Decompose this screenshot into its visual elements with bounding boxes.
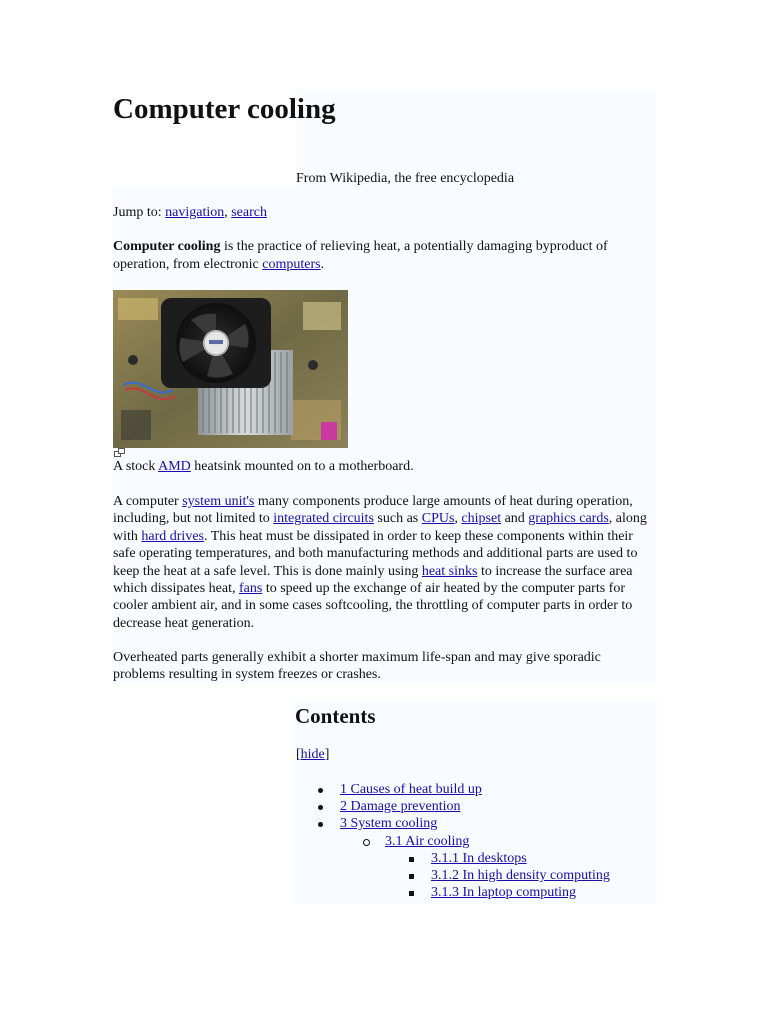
jump-to-separator: ,	[224, 205, 228, 220]
jump-to-links	[113, 204, 267, 222]
body-paragraph-1	[113, 493, 653, 632]
fans-link[interactable]: fans	[238, 581, 263, 597]
hard-drives-link[interactable]: hard drives	[141, 528, 204, 544]
toc-item-system-cooling[interactable]: 3 System cooling	[340, 816, 438, 831]
para1-text: A computer	[113, 494, 183, 509]
toc-title: Contents	[295, 704, 376, 728]
para1-text: , along with	[113, 511, 647, 544]
graphics-cards-link[interactable]: graphics cards	[528, 511, 609, 527]
disc-bullet-icon	[318, 822, 323, 827]
system-unit-link[interactable]: system unit's	[182, 494, 255, 509]
heatsink-photo[interactable]	[113, 290, 348, 448]
caption-suffix: heatsink mounted on to a motherboard.	[190, 459, 414, 474]
search-link[interactable]: search	[231, 205, 267, 220]
para1-text: and	[501, 511, 529, 527]
square-bullet-icon	[409, 891, 414, 896]
toc-toggle	[296, 746, 329, 764]
para1-text: many components produce large amounts of heat during operation, including, but not limited to	[113, 494, 633, 527]
para1-text: to speed up the exchange of air heated by the computer parts for cooler ambient air, and in some cases softcooling, the throttling of computer parts in order to decrease heat generation.	[113, 581, 633, 631]
intro-text: is the practice of relieving heat, a potentially damaging byproduct of operation, from electronic	[113, 239, 608, 272]
computers-link[interactable]: computers	[262, 256, 321, 272]
para1-text: ,	[454, 511, 462, 527]
toc-item-in-high-density-computing[interactable]: 3.1.2 In high density computing	[431, 868, 610, 883]
enlarge-icon[interactable]	[114, 448, 125, 457]
intro-bold-term: Computer cooling	[113, 239, 221, 254]
site-tagline: From Wikipedia, the free encyclopedia	[296, 171, 515, 186]
body-paragraph-2: Overheated parts generally exhibit a shorter maximum life-span and may give sporadic problems resulting in system freezes or crashes.	[113, 650, 601, 683]
circle-bullet-icon	[363, 839, 370, 846]
para1-text: to increase the surface area which dissipates heat,	[113, 563, 633, 597]
page-title: Computer cooling	[113, 93, 336, 125]
heatsink-photo-illustration	[113, 290, 348, 448]
intro-end: .	[320, 256, 325, 272]
integrated-circuits-link[interactable]: integrated circuits	[273, 511, 374, 527]
toc-item-in-desktops[interactable]: 3.1.1 In desktops	[431, 851, 527, 866]
toc-toggle-close-bracket: ]	[324, 747, 330, 762]
intro-paragraph	[113, 238, 651, 273]
cpus-link[interactable]: CPUs	[421, 511, 455, 527]
toc-item-damage-prevention[interactable]: 2 Damage prevention	[340, 799, 461, 814]
toc-toggle-open-bracket: [	[296, 747, 301, 762]
para1-text: . This heat must be dissipated in order to keep these components within their safe operating temperatures, and both manufacturing methods and additional parts are used to keep the heat at a safe level. This is done mainly using	[113, 528, 638, 579]
caption-prefix: A stock	[113, 459, 159, 474]
navigation-link[interactable]: navigation	[165, 205, 225, 220]
para1-text: such as	[373, 511, 422, 527]
toc-hide-link[interactable]: hide	[300, 747, 325, 762]
toc-item-in-laptop-computing[interactable]: 3.1.3 In laptop computing	[431, 885, 577, 900]
disc-bullet-icon	[318, 788, 323, 793]
jump-to-label: Jump to:	[113, 205, 162, 220]
figure-caption	[113, 458, 414, 476]
toc-item-air-cooling[interactable]: 3.1 Air cooling	[385, 834, 470, 849]
amd-link[interactable]: AMD	[158, 459, 191, 474]
square-bullet-icon	[409, 874, 414, 879]
toc-item-causes-of-heat-build-up[interactable]: 1 Causes of heat build up	[340, 782, 482, 797]
chipset-link[interactable]: chipset	[461, 511, 502, 527]
square-bullet-icon	[409, 857, 414, 862]
heat-sinks-link[interactable]: heat sinks	[421, 563, 478, 579]
disc-bullet-icon	[318, 805, 323, 810]
